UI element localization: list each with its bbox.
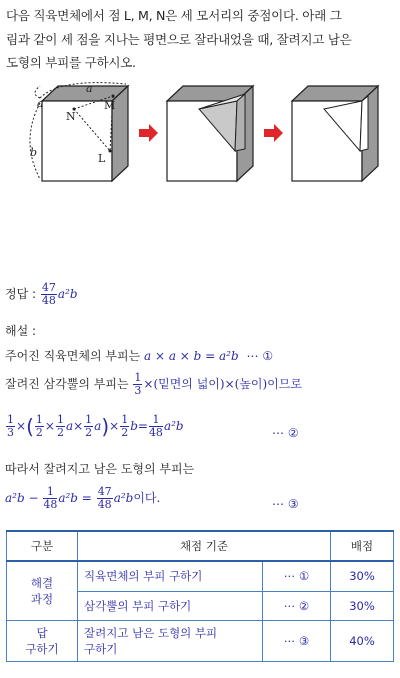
answer-label: 정답 : (5, 287, 37, 301)
arrow-right-icon (264, 124, 283, 142)
header-points: 배점 (331, 531, 394, 561)
solution-line-1 (5, 347, 273, 364)
num: 1 (7, 413, 14, 426)
answer-numerator: 47 (41, 281, 56, 294)
expr-a: a²b − (5, 491, 39, 505)
ref-cell: ⋯ ③ (263, 621, 331, 662)
expr-b: a²b = (58, 491, 92, 505)
paren-open: ( (26, 414, 34, 439)
den: 2 (85, 426, 93, 439)
solution-line-5 (5, 486, 160, 511)
den: 48 (148, 426, 163, 439)
num: 1 (121, 413, 129, 426)
den: 48 (43, 498, 58, 511)
item-cell: 삼각뿔의 부피 구하기 (78, 591, 263, 621)
grading-table (6, 530, 394, 662)
den: 3 (7, 426, 14, 439)
expr-c: a²b (113, 491, 134, 505)
frac (56, 414, 65, 439)
solution-line-1-expr: a × a × b = a²b (143, 349, 239, 363)
frac (149, 414, 163, 439)
numerator: 1 (134, 371, 142, 384)
times: × (109, 419, 120, 433)
label-L: L (98, 152, 106, 165)
equals: = (137, 419, 148, 433)
frac (120, 414, 129, 439)
answer-line (5, 282, 78, 307)
result-expr: a²b (163, 419, 184, 433)
denominator: 3 (134, 384, 142, 397)
times: × (44, 419, 55, 433)
var-b: b (130, 419, 138, 433)
category-cell: 답 구하기 (7, 621, 78, 662)
num: 1 (85, 413, 93, 426)
den: 2 (121, 426, 129, 439)
label-a-left: a (37, 97, 44, 110)
tag-3: ⋯ ③ (272, 497, 299, 511)
ref-cell: ⋯ ② (263, 591, 331, 621)
var-a: a (65, 419, 74, 433)
label-a-top: a (86, 82, 93, 95)
solution-line-2 (5, 372, 302, 397)
category-cell: 해결 과정 (7, 561, 78, 621)
table-row (7, 621, 394, 662)
label-N: N (66, 110, 76, 123)
label-M: M (104, 99, 116, 112)
table-row (7, 561, 394, 591)
ref-cell: ⋯ ① (263, 561, 331, 591)
times: × (73, 419, 84, 433)
var-a: a (94, 419, 102, 433)
label-b: b (30, 146, 38, 159)
item-cell: 직육면체의 부피 구하기 (78, 561, 263, 591)
num: 47 (97, 485, 112, 498)
frac (97, 486, 113, 511)
cube-cut-tetrahedron (167, 86, 253, 181)
answer-expr: a²b (57, 287, 78, 301)
cube-original (30, 82, 128, 181)
points-cell: 30% (331, 591, 394, 621)
arrow-right-icon (139, 124, 158, 142)
solution-line-4: 따라서 잘려지고 남은 도형의 부피는 (5, 462, 195, 476)
num: 1 (35, 413, 43, 426)
answer-denominator: 48 (41, 294, 56, 307)
problem-line-1: 다음 직육면체에서 점 L, M, N은 세 모서리의 중점이다. 아래 그 (6, 8, 342, 23)
answer-fraction (41, 282, 57, 307)
item-cell: 잘려지고 남은 도형의 부피 구하기 (78, 621, 263, 662)
fraction-one-third (133, 372, 142, 397)
den: 2 (35, 426, 43, 439)
problem-statement (6, 4, 398, 75)
frac (43, 486, 57, 511)
solution-line-2-text: 잘려진 삼각뿔의 부피는 (5, 377, 129, 391)
header-criteria: 채점 기준 (78, 531, 331, 561)
tag-2: ⋯ ② (272, 426, 299, 440)
frac (35, 414, 44, 439)
problem-line-3: 도형의 부피를 구하시오. (6, 55, 136, 70)
suffix: 이다. (133, 491, 161, 505)
points-cell: 40% (331, 621, 394, 662)
den: 48 (97, 498, 112, 511)
points-cell: 30% (331, 561, 394, 591)
solution-line-3 (5, 414, 184, 439)
header-category: 구분 (7, 531, 78, 561)
solution-line-2-text-b: ×(밑면의 넓이)×(높이)이므로 (143, 377, 302, 391)
solution-heading: 해설 : (5, 324, 37, 338)
den: 2 (56, 426, 64, 439)
num: 1 (149, 414, 163, 427)
frac (84, 414, 93, 439)
tag-1: ⋯ ① (246, 349, 274, 363)
cuboid-figure (0, 76, 400, 201)
problem-line-2: 림과 같이 세 점을 지나는 평면으로 잘라내었을 때, 잘려지고 남은 (6, 31, 352, 47)
solution-line-1-text: 주어진 직육면체의 부피는 (5, 349, 141, 363)
paren-close: ) (101, 414, 110, 439)
frac (6, 414, 15, 439)
num: 1 (43, 486, 57, 499)
grading-header-row (7, 531, 394, 561)
times: × (16, 419, 27, 433)
num: 1 (56, 413, 64, 426)
cube-remaining (292, 86, 378, 181)
